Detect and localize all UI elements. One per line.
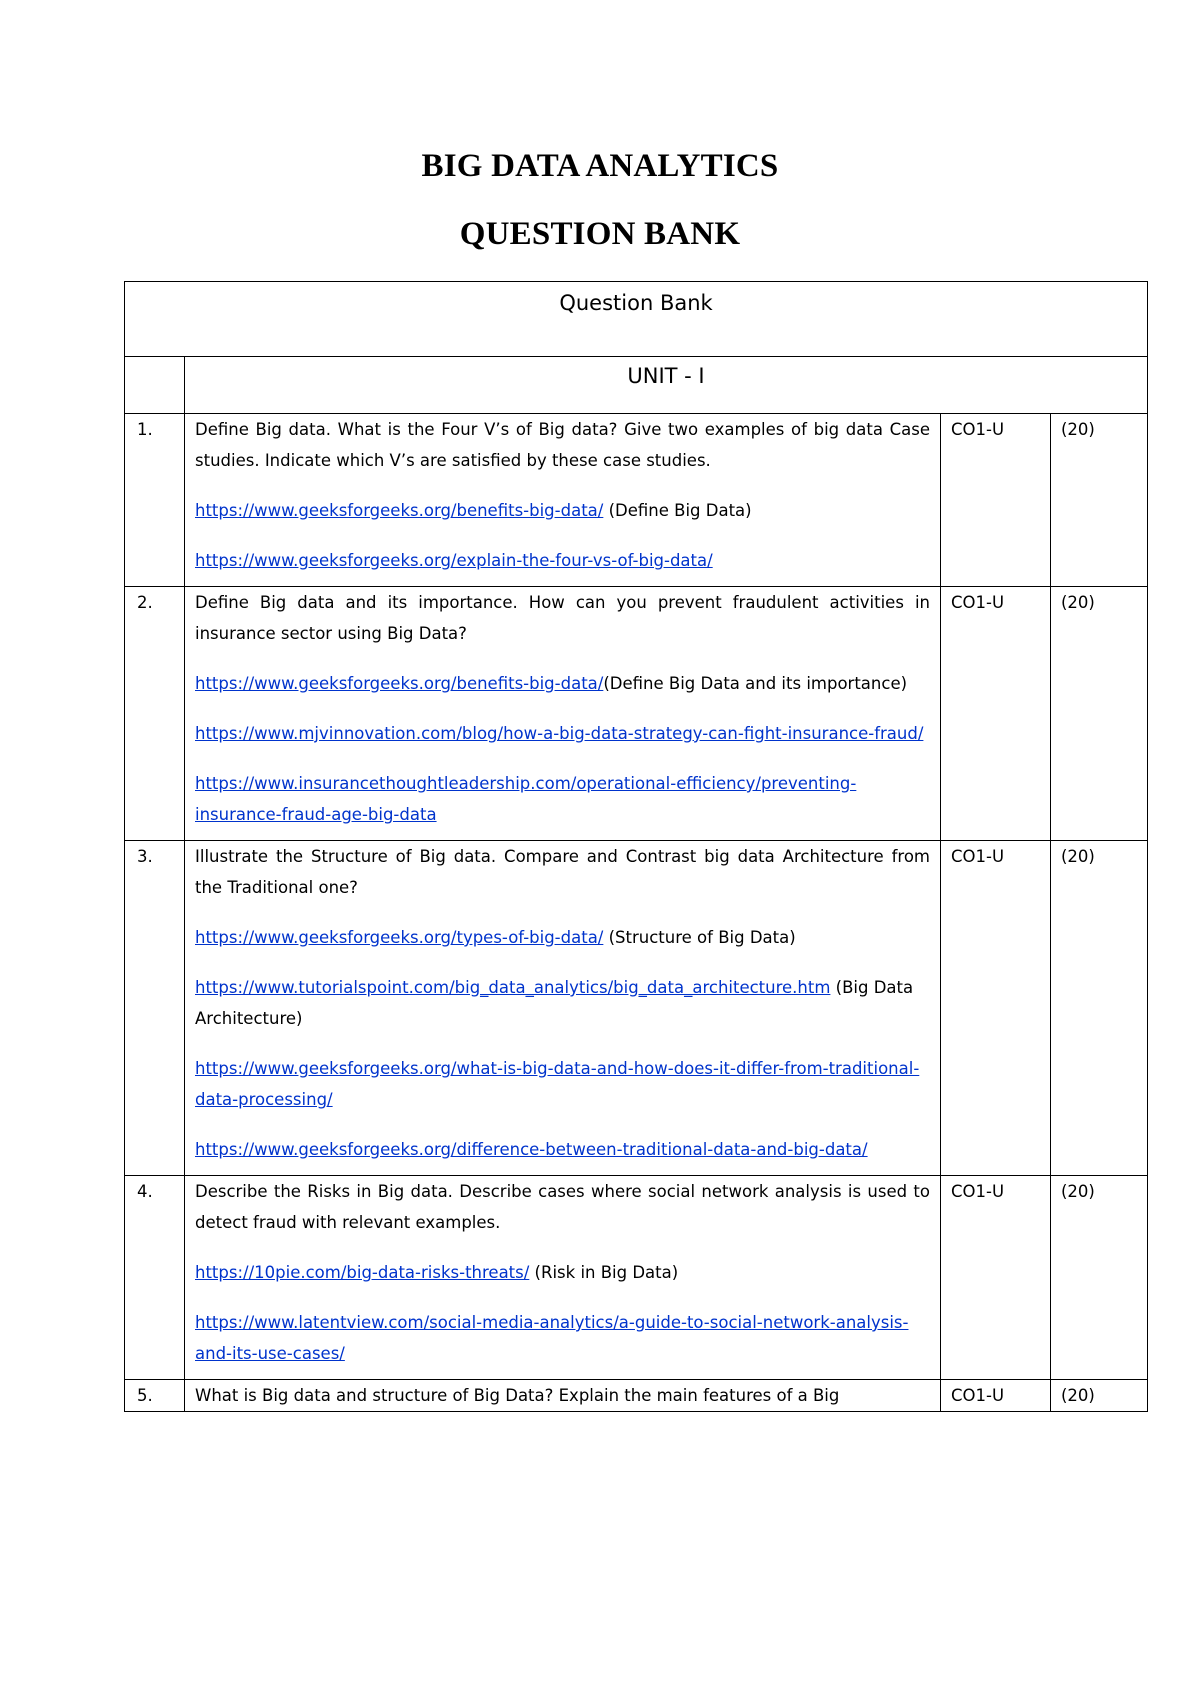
question-number: 3. [125,841,185,1176]
table-row [125,587,1148,841]
reference-link[interactable]: https://www.latentview.com/social-media-analytics/a-guide-to-social-network-analysis-and-its-use-cases/ [195,1313,909,1363]
reference [195,545,930,576]
reference-link[interactable]: https://www.tutorialspoint.com/big_data_analytics/big_data_architecture.htm [195,978,831,997]
question-bank-table [124,281,1148,1412]
table-header: Question Bank [125,282,1148,357]
reference [195,972,930,1034]
reference-note: (Define Big Data and its importance) [603,674,908,693]
unit-label: UNIT - I [185,357,1148,414]
reference-note: (Big Data Architecture) [195,978,914,1028]
question-cell [185,841,941,1176]
reference-link[interactable]: https://www.insurancethoughtleadership.com/operational-efficiency/preventing-insurance-fraud-age-big-data [195,774,857,824]
reference [195,1053,930,1115]
course-outcome: CO1-U [941,587,1051,841]
reference-link[interactable]: https://10pie.com/big-data-risks-threats/ [195,1263,530,1282]
unit-row [125,357,1148,414]
unit-number-cell [125,357,185,414]
marks: (20) [1051,841,1148,1176]
course-outcome: CO1-U [941,841,1051,1176]
marks: (20) [1051,1176,1148,1380]
question-number: 1. [125,414,185,587]
table-row [125,841,1148,1176]
marks: (20) [1051,587,1148,841]
reference-link[interactable]: https://www.geeksforgeeks.org/difference-between-traditional-data-and-big-data/ [195,1140,868,1159]
reference-note: (Structure of Big Data) [603,928,796,947]
reference-link[interactable]: https://www.geeksforgeeks.org/explain-the-four-vs-of-big-data/ [195,551,713,570]
reference-link[interactable]: https://www.geeksforgeeks.org/benefits-big-data/ [195,674,604,693]
reference-link[interactable]: https://www.geeksforgeeks.org/what-is-big-data-and-how-does-it-differ-from-traditional-data-processing/ [195,1059,920,1109]
reference-note: (Define Big Data) [603,501,752,520]
question-number: 4. [125,1176,185,1380]
question-text: Define Big data and its importance. How can you prevent fraudulent activities in insurance sector using Big Data? [195,593,930,643]
reference-note: (Risk in Big Data) [529,1263,679,1282]
reference [195,718,930,749]
question-number: 5. [125,1380,185,1412]
course-outcome: CO1-U [941,1380,1051,1412]
table-row [125,1176,1148,1380]
document-title: BIG DATA ANALYTICS [421,148,779,184]
question-text: Describe the Risks in Big data. Describe cases where social network analysis is used to detect fraud with relevant examples. [195,1182,930,1232]
reference [195,922,930,953]
reference [195,1307,930,1369]
reference [195,495,930,526]
reference [195,768,930,830]
reference-link[interactable]: https://www.geeksforgeeks.org/benefits-big-data/ [195,501,604,520]
table-header-row [125,282,1148,357]
marks: (20) [1051,414,1148,587]
reference [195,1134,930,1165]
question-text: Illustrate the Structure of Big data. Compare and Contrast big data Architecture from the Traditional one? [195,847,930,897]
question-cell [185,1176,941,1380]
table-row [125,1380,1148,1412]
question-text: Define Big data. What is the Four V’s of Big data? Give two examples of big data Case studies. Indicate which V’s are satisfied by these case studies. [195,420,930,470]
reference [195,668,930,699]
document-subtitle: QUESTION BANK [459,216,741,252]
reference [195,1257,930,1288]
course-outcome: CO1-U [941,414,1051,587]
question-number: 2. [125,587,185,841]
question-text: What is Big data and structure of Big Data? Explain the main features of a Big [195,1386,840,1405]
reference-link[interactable]: https://www.mjvinnovation.com/blog/how-a-big-data-strategy-can-fight-insurance-fraud/ [195,724,924,743]
course-outcome: CO1-U [941,1176,1051,1380]
question-cell [185,587,941,841]
marks: (20) [1051,1380,1148,1412]
question-cell [185,1380,941,1412]
reference-link[interactable]: https://www.geeksforgeeks.org/types-of-big-data/ [195,928,604,947]
question-cell [185,414,941,587]
table-row [125,414,1148,587]
